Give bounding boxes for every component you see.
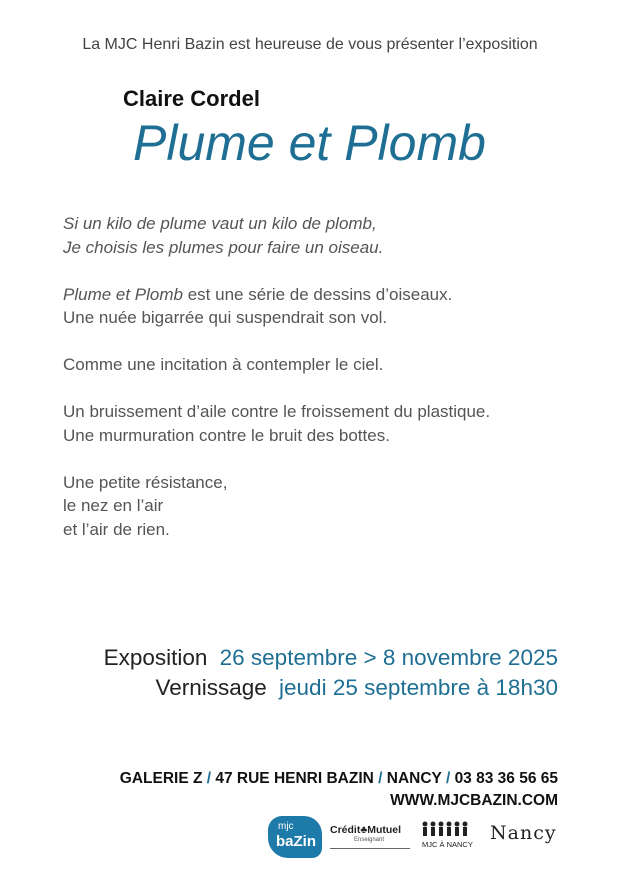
gallery-name: GALERIE Z [119, 770, 203, 787]
separator: / [445, 770, 451, 787]
separator: / [206, 770, 212, 787]
poem-stanza-2 [63, 283, 583, 330]
poem-stanza-4 [63, 400, 583, 447]
poem-stanza-1 [63, 212, 583, 259]
poem-line: Une petite résistance, [63, 472, 228, 492]
exposition-row [104, 643, 558, 673]
poem-line: Une murmuration contre le bruit des bottes. [63, 425, 390, 445]
poem-line [63, 283, 583, 307]
artist-name: Claire Cordel [123, 86, 260, 111]
city: NANCY [386, 770, 442, 787]
credit-mutuel-logo [330, 824, 412, 854]
poem-line-rest: est une série de dessins d’oiseaux. [183, 284, 453, 304]
mjc-nancy-logo [420, 820, 480, 856]
poem-line: et l’air de rien. [63, 519, 170, 539]
mjc-logo-bottom: baZin [276, 833, 316, 850]
poem-stanza-5 [63, 471, 583, 542]
exhibition-title: Plume et Plomb [133, 115, 486, 171]
exposition-dates: 26 septembre > 8 novembre 2025 [219, 645, 558, 670]
dates-block [104, 643, 558, 703]
poem-title-ref: Plume et Plomb [63, 284, 183, 304]
credit-mutuel-sub: Enseignant [354, 837, 385, 843]
vernissage-row [104, 673, 558, 703]
credit-mutuel-name: Crédit♣Mutuel [330, 824, 402, 836]
poem [63, 212, 583, 565]
poem-line: Si un kilo de plume vaut un kilo de plomb, [63, 214, 377, 233]
address-block [120, 768, 558, 812]
sponsor-logos [268, 814, 568, 860]
poem-line: Un bruissement d’aile contre le froissement du plastique. [63, 402, 491, 421]
separator: / [378, 770, 383, 787]
nancy-logo: Nancy [490, 822, 557, 844]
vernissage-date: jeudi 25 septembre à 18h30 [279, 675, 558, 700]
poem-line: Je choisis les plumes pour faire un oiseau. [63, 237, 384, 257]
mjc-nancy-text: MJC À NANCY [422, 840, 473, 849]
mjc-logo-top: mjc [278, 821, 294, 832]
intro-text: La MJC Henri Bazin est heureuse de vous présenter l’exposition [82, 36, 538, 53]
exposition-label: Exposition [103, 645, 208, 670]
address-line [120, 768, 558, 790]
mjc-bazin-logo [268, 816, 322, 858]
poem-line: le nez en l’air [63, 496, 164, 515]
street-address: 47 RUE HENRI BAZIN [215, 770, 374, 787]
website-link[interactable]: WWW.MJCBAZIN.COM [390, 792, 558, 809]
vernissage-label: Vernissage [155, 675, 267, 700]
people-icon [420, 820, 470, 838]
poem-line: Une nuée bigarrée qui suspendrait son vol. [63, 308, 388, 327]
poem-stanza-3 [63, 353, 583, 377]
phone-number: 03 83 36 56 65 [454, 770, 558, 787]
poem-line: Comme une incitation à contempler le ciel. [63, 355, 384, 374]
credit-mutuel-rule [330, 848, 410, 849]
